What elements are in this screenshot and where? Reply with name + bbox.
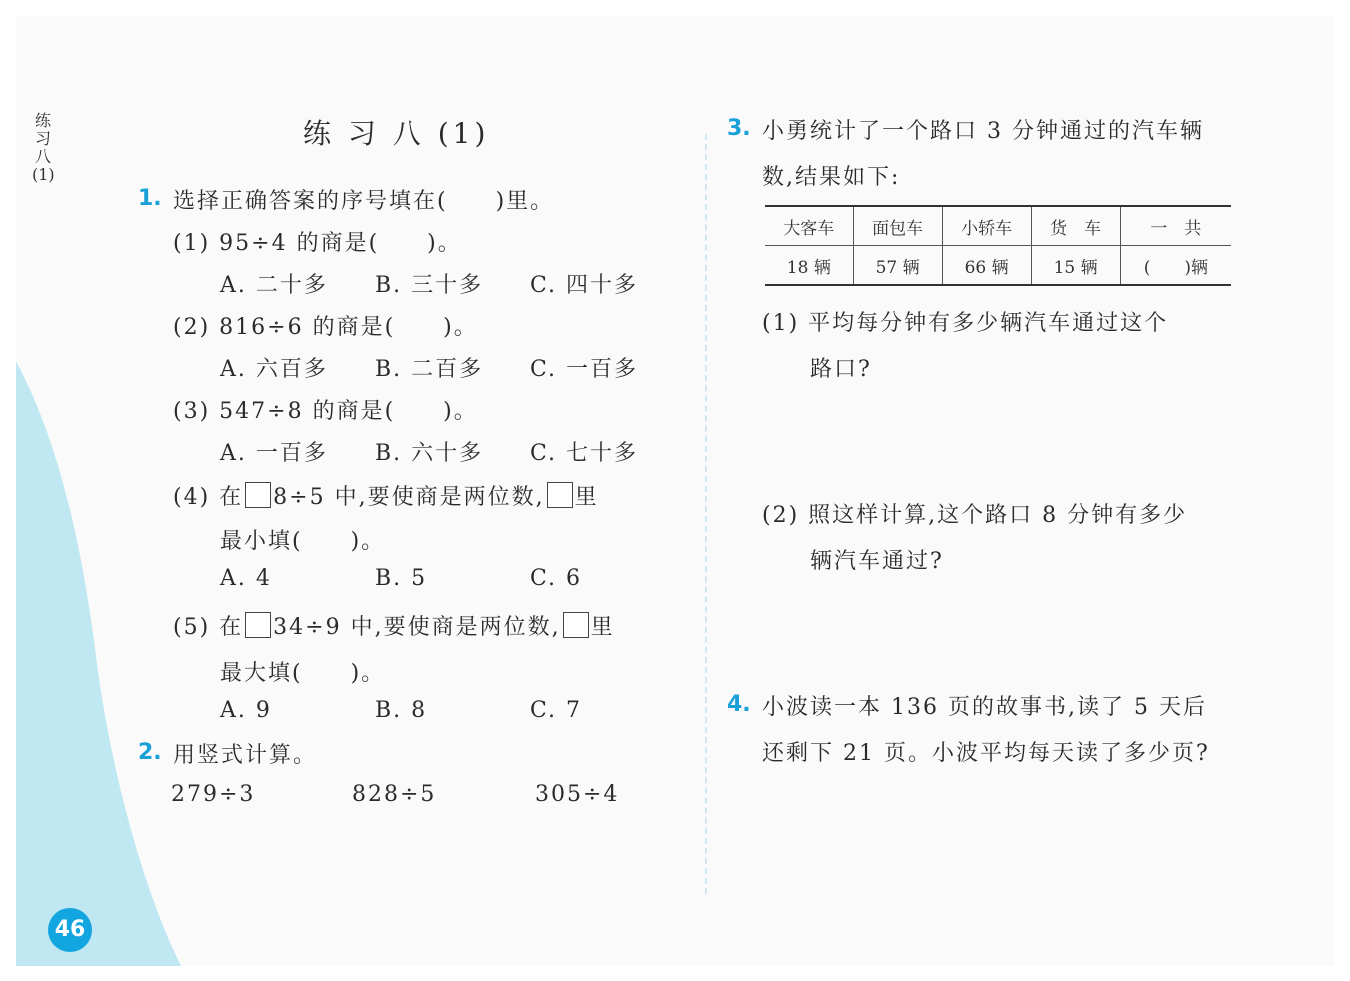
q1-1-option-c: C. 四十多 (530, 273, 639, 298)
q2-number: 2. (138, 740, 162, 765)
q1-3-stem: (3) 547÷8 的商是( )。 (173, 399, 478, 424)
q1-5-option-c: C. 7 (530, 698, 583, 723)
q1-1-option-b: B. 三十多 (375, 273, 484, 298)
q1-1-option-a: A. 二十多 (220, 273, 328, 298)
table-cell: 57 辆 (853, 246, 942, 286)
table-cell: 66 辆 (942, 246, 1031, 286)
q1-5-line2: 最大填( )。 (220, 661, 386, 686)
table-header-row (765, 206, 1231, 246)
q1-4-option-b: B. 5 (375, 566, 428, 591)
q3-line1: 小勇统计了一个路口 3 分钟通过的汽车辆 (762, 119, 1204, 144)
q1-5-option-a: A. 9 (220, 698, 272, 723)
q3-number: 3. (727, 116, 751, 141)
table-header-cell: 一 共 (1120, 206, 1231, 246)
q2-prompt: 用竖式计算。 (173, 743, 318, 768)
q3-2-line2: 辆汽车通过? (810, 549, 944, 574)
q1-number: 1. (138, 186, 162, 211)
q1-4-pre: (4) 在 (173, 485, 244, 510)
q3-2-line1: (2) 照这样计算,这个路口 8 分钟有多少 (762, 503, 1188, 528)
q1-prompt: 选择正确答案的序号填在( )里。 (173, 189, 555, 214)
q1-4-option-a: A. 4 (220, 566, 272, 591)
table-row (765, 246, 1231, 286)
side-chapter-label: 练习八(1) (32, 111, 55, 184)
q1-3-option-b: B. 六十多 (375, 441, 484, 466)
q1-2-option-a: A. 六百多 (220, 357, 328, 382)
q2-item-2: 828÷5 (352, 782, 437, 807)
table-cell: 18 辆 (765, 246, 853, 286)
q3-1-line1: (1) 平均每分钟有多少辆汽车通过这个 (762, 311, 1169, 336)
blank-box (245, 482, 271, 508)
q1-2-option-c: C. 一百多 (530, 357, 639, 382)
table-cell: ( )辆 (1120, 246, 1231, 286)
q1-4-line2: 最小填( )。 (220, 529, 386, 554)
q3-1-line2: 路口? (810, 357, 872, 382)
traffic-table (765, 205, 1231, 286)
q1-5-mid: 34÷9 中,要使商是两位数, (273, 615, 561, 640)
q1-1-stem: (1) 95÷4 的商是( )。 (173, 231, 462, 256)
column-divider (705, 134, 707, 894)
blank-box (563, 612, 589, 638)
q1-4-option-c: C. 6 (530, 566, 583, 591)
q1-5-pre: (5) 在 (173, 615, 244, 640)
table-header-cell: 小轿车 (942, 206, 1031, 246)
page-title: 练 习 八 (1) (303, 117, 490, 150)
q1-5-stem (173, 610, 615, 641)
q1-2-stem: (2) 816÷6 的商是( )。 (173, 315, 478, 340)
q3-line2: 数,结果如下: (762, 165, 901, 190)
table-cell: 15 辆 (1031, 246, 1120, 286)
q1-5-option-b: B. 8 (375, 698, 428, 723)
q4-line1: 小波读一本 136 页的故事书,读了 5 天后 (762, 695, 1207, 720)
blank-box (547, 482, 573, 508)
q2-item-3: 305÷4 (535, 782, 620, 807)
blank-box (245, 612, 271, 638)
table-header-cell: 大客车 (765, 206, 853, 246)
q1-4-mid: 8÷5 中,要使商是两位数, (273, 485, 545, 510)
table-header-cell: 面包车 (853, 206, 942, 246)
q2-item-1: 279÷3 (171, 782, 256, 807)
q1-4-stem (173, 480, 599, 511)
workbook-page (16, 16, 1334, 966)
q1-3-option-a: A. 一百多 (220, 441, 328, 466)
q1-5-post: 里 (590, 615, 615, 640)
table-header-cell: 货 车 (1031, 206, 1120, 246)
q1-4-post: 里 (574, 485, 599, 510)
page-number-badge: 46 (48, 908, 92, 952)
q1-3-option-c: C. 七十多 (530, 441, 639, 466)
q1-2-option-b: B. 二百多 (375, 357, 484, 382)
q4-number: 4. (727, 692, 751, 717)
q4-line2: 还剩下 21 页。小波平均每天读了多少页? (762, 741, 1210, 766)
